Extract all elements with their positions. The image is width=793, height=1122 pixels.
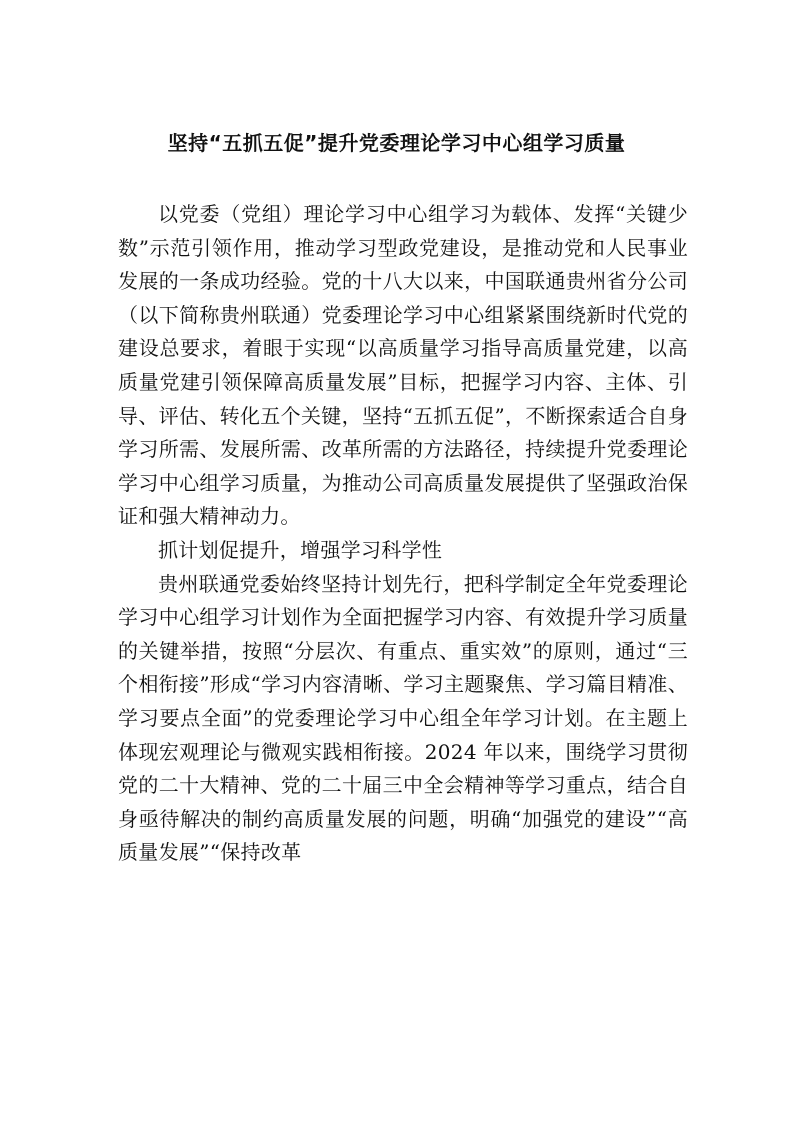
section-heading: 抓计划促提升，增强学习科学性 xyxy=(158,537,443,562)
document-body xyxy=(118,198,688,870)
document-title: 坚持“五抓五促”提升党委理论学习中心组学习质量 xyxy=(167,131,626,155)
section-paragraph: 贵州联通党委始终坚持计划先行，把科学制定全年党委理论学习中心组学习计划作为全面把握学习内容、有效提升学习质量的关键举措，按照“分层次、有重点、重实效”的原则，通过“三个相衔接”形成“学习内容清晰、学习主题聚焦、学习篇目精准、学习要点全面”的党委理论学习中心组全年学习计划。在主题上体现宏观理论与微观实践相衔接。2024 年以来，围绕学习贯彻党的二十大精神、党的二十届三中全会精神等学习重点，结合自身亟待解决的制约高质量发展的问题，明确“加强党的建设”“高质量发展”“保持改革 xyxy=(118,571,688,865)
intro-paragraph: 以党委（党组）理论学习中心组学习为载体、发挥“关键少数”示范引领作用，推动学习型政党建设，是推动党和人民事业发展的一条成功经验。党的十八大以来，中国联通贵州省分公司（以下简称贵州联通）党委理论学习中心组紧紧围绕新时代党的建设总要求，着眼于实现“以高质量学习指导高质量党建，以高质量党建引领保障高质量发展”目标，把握学习内容、主体、引导、评估、转化五个关键，坚持“五抓五促”，不断探索适合自身学习所需、发展所需、改革所需的方法路径，持续提升党委理论学习中心组学习质量，为推动公司高质量发展提供了坚强政治保证和强大精神动力。 xyxy=(118,202,688,529)
